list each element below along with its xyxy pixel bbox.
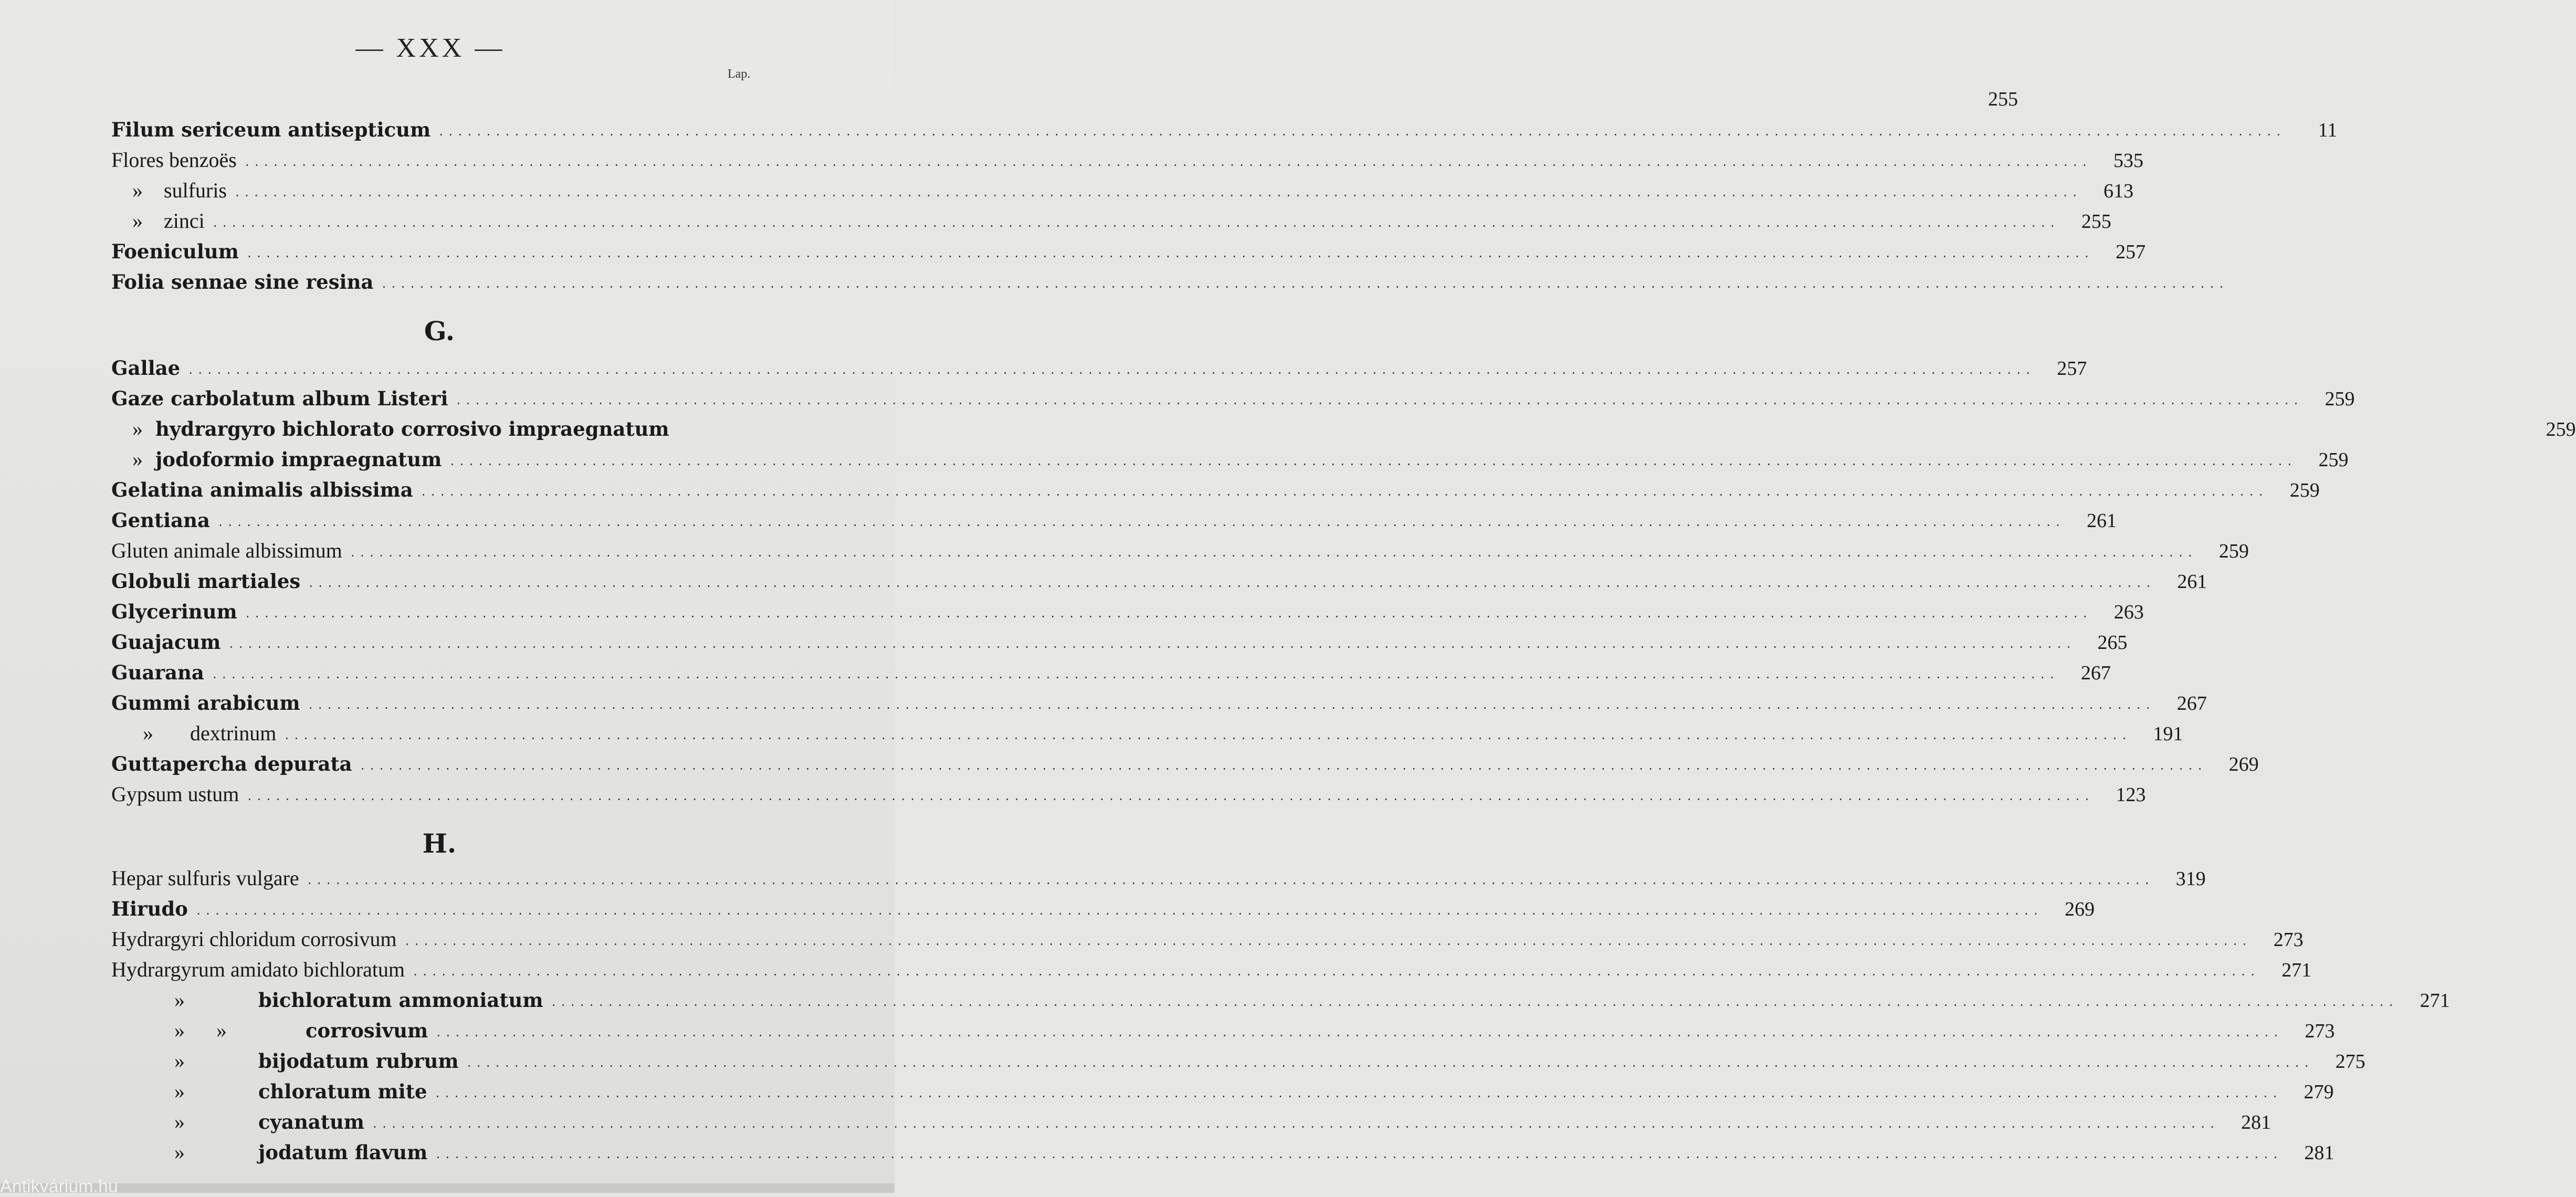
entry-page: 261 <box>2087 510 2117 532</box>
index-entry <box>111 414 2576 444</box>
leader-dots: ................................................................................................................................................................................................... <box>449 455 2296 468</box>
leader-dots: ................................................................................................................................................................................................... <box>212 217 2059 229</box>
leader-dots: ................................................................................................................................................................................................... <box>372 1118 2219 1130</box>
leader-dots: ................................................................................................................................................................................................... <box>306 874 2153 887</box>
entry-page: 535 <box>2113 150 2143 172</box>
index-entry <box>111 627 2128 657</box>
index-entry <box>111 566 2207 596</box>
index-entry <box>111 353 2087 383</box>
ditto-mark: » <box>174 1049 185 1073</box>
entry-page: 257 <box>2057 358 2087 380</box>
index-entry <box>111 1107 2272 1137</box>
entry-term: jodatum flavum <box>258 1141 428 1164</box>
leader-dots: ................................................................................................................................................................................................... <box>234 186 2081 199</box>
index-entry <box>111 779 2146 810</box>
leader-dots: ................................................................................................................................................................................................... <box>381 278 2228 290</box>
leader-dots: ................................................................................................................................................................................................... <box>434 1087 2281 1100</box>
entry-term: Flores benzoës <box>111 148 237 172</box>
entry-term: Guttapercha depurata <box>111 752 352 775</box>
leader-dots: ................................................................................................................................................................................................... <box>308 577 2155 590</box>
watermark: Antikvárium.hu <box>0 1177 118 1196</box>
entry-page: 259 <box>2318 449 2349 471</box>
index-entry <box>111 863 2206 894</box>
entry-page: 265 <box>2097 632 2128 654</box>
ditto-mark: » <box>174 1079 185 1103</box>
leader-dots: ................................................................................................................................................................................................... <box>420 486 2267 498</box>
entry-term: Foeniculum <box>111 240 239 263</box>
entry-page: 269 <box>2228 753 2259 775</box>
entry-page: 319 <box>2175 868 2206 890</box>
entry-term: jodoformio impraegnatum <box>155 448 442 471</box>
ditto-mark: » <box>174 1110 185 1133</box>
index-entry <box>111 1076 2334 1107</box>
entry-page: 259 <box>2546 418 2576 440</box>
leader-dots: ................................................................................................................................................................................................... <box>283 729 2131 742</box>
index-entry <box>111 1015 2335 1046</box>
leader-dots: ................................................................................................................................................................................................... <box>550 996 2398 1009</box>
entry-page: 263 <box>2114 601 2144 623</box>
entry-page: 273 <box>2305 1020 2335 1042</box>
entry-page: 269 <box>2064 898 2095 920</box>
index-entry <box>111 749 2259 779</box>
entry-term: Gallae <box>111 356 181 380</box>
entry-page: 261 <box>2177 571 2207 593</box>
entry-term: Globuli martiales <box>111 570 301 593</box>
entry-page: 267 <box>2177 692 2207 715</box>
entry-term: Gypsum ustum <box>111 782 239 806</box>
index-entry <box>111 84 2018 114</box>
index-entry <box>111 536 2249 566</box>
index-entry <box>111 505 2117 536</box>
entry-page: 271 <box>2281 959 2312 981</box>
entry-page: 123 <box>2116 784 2146 806</box>
index-entry <box>111 657 2111 688</box>
entry-term: Hepar sulfuris vulgare <box>111 866 299 890</box>
entry-term: Guajacum <box>111 631 221 654</box>
entry-term: Gummi arabicum <box>111 691 300 715</box>
index-entry <box>111 954 2312 985</box>
index-entry <box>111 985 2450 1015</box>
entry-term: cyanatum <box>258 1110 365 1133</box>
index-entry <box>111 175 2133 206</box>
ditto-mark: » <box>132 447 143 471</box>
leader-dots: ................................................................................................................................................................................................... <box>349 547 2196 559</box>
leader-dots: ................................................................................................................................................................................................... <box>244 607 2091 620</box>
page-column-label: Lap. <box>728 67 751 81</box>
entry-page: 259 <box>2289 479 2320 501</box>
entry-term: Hydrargyrum amidato bichloratum <box>111 958 405 981</box>
index-entry <box>111 596 2144 627</box>
entry-page: 275 <box>2335 1051 2365 1073</box>
entry-page: 257 <box>2115 241 2146 263</box>
entry-page: 11 <box>2318 119 2338 141</box>
entry-term: zinci <box>164 209 205 233</box>
entry-page: 255 <box>1988 88 2018 110</box>
index-entry <box>111 718 2183 749</box>
index-entry <box>111 236 2146 267</box>
entry-term: Gaze carbolatum album Listeri <box>111 387 448 410</box>
index-entry <box>111 894 2095 924</box>
ditto-mark: » <box>132 209 143 233</box>
entry-term: corrosivum <box>306 1019 428 1042</box>
leader-dots: ................................................................................................................................................................................................... <box>466 1057 2313 1069</box>
index-entry <box>111 383 2355 414</box>
entry-term: chloratum mite <box>258 1080 427 1103</box>
entry-term: Folia sennae sine resina <box>111 270 374 293</box>
leader-dots: ................................................................................................................................................................................................... <box>307 699 2154 711</box>
leader-dots: ................................................................................................................................................................................................... <box>359 760 2206 772</box>
leader-dots: ................................................................................................................................................................................................... <box>435 1026 2283 1039</box>
index-entry <box>111 444 2349 475</box>
entry-page: 267 <box>2080 662 2111 684</box>
entry-page: 273 <box>2273 929 2304 951</box>
entry-page: 191 <box>2153 723 2183 745</box>
leader-dots: ................................................................................................................................................................................................... <box>435 1148 2282 1161</box>
page-header: — XXX — <box>355 33 506 63</box>
index-entry <box>111 1137 2335 1168</box>
entry-page: 279 <box>2304 1081 2334 1103</box>
entry-term: hydrargyro bichlorato corrosivo impraegnatum <box>155 417 669 440</box>
leader-dots: ................................................................................................................................................................................................... <box>217 516 2065 529</box>
section-heading-g: G. <box>424 316 455 346</box>
leader-dots: ................................................................................................................................................................................................... <box>228 638 2075 650</box>
entry-term: sulfuris <box>164 178 227 202</box>
entry-page: 255 <box>2081 211 2111 233</box>
entry-term: Gentiana <box>111 509 211 532</box>
leader-dots: ................................................................................................................................................................................................... <box>438 125 2285 138</box>
ditto-mark: » <box>174 988 185 1012</box>
entry-page: 259 <box>2218 540 2249 562</box>
entry-term: Gelatina animalis albissima <box>111 478 413 501</box>
entry-term: dextrinum <box>190 721 277 745</box>
ditto-mark: » <box>174 1140 185 1164</box>
ditto-mark: » <box>132 178 143 202</box>
index-entry <box>111 475 2320 505</box>
index-list <box>111 84 2576 1168</box>
entry-term: Glycerinum <box>111 600 237 623</box>
index-entry <box>111 145 2143 175</box>
leader-dots: ................................................................................................................................................................................................... <box>211 668 2058 681</box>
index-entry <box>111 1046 2365 1076</box>
leader-dots: ................................................................................................................................................................................................... <box>246 790 2094 803</box>
leader-dots: ................................................................................................................................................................................................... <box>412 965 2259 978</box>
entry-term: Hirudo <box>111 897 188 920</box>
index-entry <box>111 114 2338 145</box>
entry-term: Hydrargyri chloridum corrosivum <box>111 927 397 951</box>
leader-dots: ................................................................................................................................................................................................... <box>404 935 2251 948</box>
entry-term: Guarana <box>111 661 204 684</box>
leader-dots: ................................................................................................................................................................................................... <box>246 247 2093 260</box>
index-entry <box>111 924 2304 954</box>
leader-dots: ................................................................................................................................................................................................... <box>244 156 2091 169</box>
entry-term: Gluten animale albissimum <box>111 539 342 562</box>
index-entry <box>111 267 2228 297</box>
ditto-mark: » » <box>174 1018 227 1042</box>
page-bottom-edge <box>0 1183 895 1193</box>
entry-page: 281 <box>2304 1142 2335 1164</box>
entry-term: bijodatum rubrum <box>258 1049 459 1073</box>
ditto-mark: » <box>143 721 153 745</box>
entry-page: 259 <box>2325 388 2355 410</box>
leader-dots: ................................................................................................................................................................................................... <box>195 905 2042 917</box>
index-entry <box>111 688 2207 718</box>
entry-page: 271 <box>2420 990 2450 1012</box>
entry-term: Filum sericeum antisepticum <box>111 118 431 141</box>
entry-page: 281 <box>2241 1111 2272 1133</box>
leader-dots: ................................................................................................................................................................................................... <box>187 364 2035 376</box>
ditto-mark: » <box>132 417 143 440</box>
leader-dots: ................................................................................................................................................................................................... <box>455 394 2302 407</box>
index-entry <box>111 206 2111 236</box>
entry-page: 613 <box>2104 180 2133 202</box>
entry-term: bichloratum ammoniatum <box>258 989 543 1012</box>
section-heading-h: H. <box>422 828 457 859</box>
